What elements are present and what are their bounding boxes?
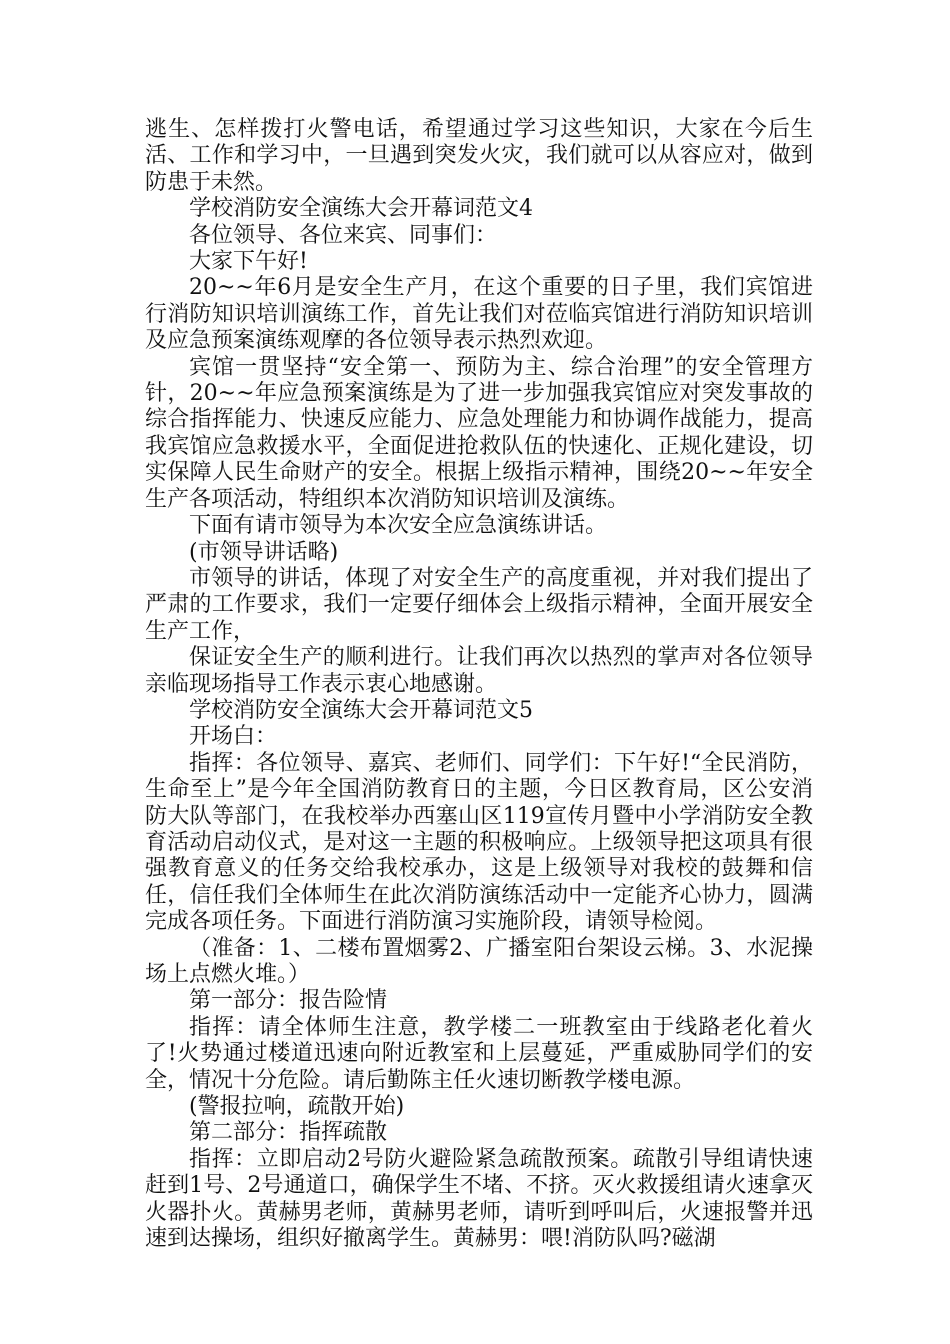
salutation: 各位领导、各位来宾、同事们： xyxy=(189,222,498,248)
section-heading-sample-4: 学校消防安全演练大会开幕词范文4 xyxy=(189,196,533,222)
section-heading-sample-5: 学校消防安全演练大会开幕词范文5 xyxy=(189,697,533,723)
paragraph-leader-speech-summary: 市领导的讲话，体现了对安全生产的高度重视，并对我们提出了严肃的工作要求，我们一定要仔细体会上级指示精神，全面开展安全生产工作， xyxy=(145,565,813,644)
paragraph-leader-speech-omitted: (市领导讲话略) xyxy=(189,539,339,565)
opening-remarks-label: 开场白： xyxy=(189,724,278,750)
paragraph-invite-leader: 下面有请市领导为本次安全应急演练讲话。 xyxy=(189,513,608,539)
document-body xyxy=(145,117,813,1252)
paragraph-hotel-policy: 宾馆一贯坚持“安全第一、预防为主、综合治理”的安全管理方针，20~~年应急预案演练是为了进一步加强我宾馆应对突发事故的综合指挥能力、快速反应能力、应急处理能力和协调作战能力，提高我宾馆应急救援水平，全面促进抢救队伍的快速化、正规化建设，切实保障人民生命财产的安全。根据上级指示精神，围绕20~~年安全生产各项活动，特组织本次消防知识培训及演练。 xyxy=(145,354,813,512)
paragraph-evacuation-command: 指挥：立即启动2号防火避险紧急疏散预案。疏散引导组请快速赶到1号、2号通道口，确保学生不堵、不挤。灭火救援组请火速拿灭火器扑火。黄赫男老师，黄赫男老师，请听到呼叫后，火速报警并迅速到达操场，组织好撤离学生。黄赫男：喂!消防队吗?磁湖 xyxy=(145,1146,813,1252)
paragraph-preparation: （准备：1、二楼布置烟雾2、广播室阳台架设云梯。3、水泥操场上点燃火堆。） xyxy=(145,935,813,987)
paragraph-thanks: 保证安全生产的顺利进行。让我们再次以热烈的掌声对各位领导亲临现场指导工作表示衷心地感谢。 xyxy=(145,645,813,697)
paragraph-intro-continuation: 逃生、怎样拨打火警电话，希望通过学习这些知识，大家在今后生活、工作和学习中，一旦遇到突发火灾，我们就可以从容应对，做到防患于未然。 xyxy=(145,117,813,195)
greeting: 大家下午好! xyxy=(189,249,308,275)
part-one-heading: 第一部分：报告险情 xyxy=(189,988,388,1014)
paragraph-commander-opening: 指挥：各位领导、嘉宾、老师们、同学们：下午好!“全民消防，生命至上”是今年全国消防教育日的主题，今日区教育局，区公安消防大队等部门，在我校举办西塞山区119宣传月暨中小学消防安全教育活动启动仪式，是对这一主题的积极响应。上级领导把这项具有很强教育意义的任务交给我校承办，这是上级领导对我校的鼓舞和信任，信任我们全体师生在此次消防演练活动中一定能齐心协力，圆满完成各项任务。下面进行消防演习实施阶段，请领导检阅。 xyxy=(145,750,813,935)
paragraph-safety-month: 20~~年6月是安全生产月，在这个重要的日子里，我们宾馆进行消防知识培训演练工作，首先让我们对莅临宾馆进行消防知识培训及应急预案演练观摩的各位领导表示热烈欢迎。 xyxy=(145,275,813,354)
paragraph-alarm: (警报拉响，疏散开始) xyxy=(189,1094,405,1120)
paragraph-report-danger: 指挥：请全体师生注意，教学楼二一班教室由于线路老化着火了!火势通过楼道迅速向附近教室和上层蔓延，严重威胁同学们的安全，情况十分危险。请后勤陈主任火速切断教学楼电源。 xyxy=(145,1014,813,1093)
part-two-heading: 第二部分：指挥疏散 xyxy=(189,1120,388,1146)
